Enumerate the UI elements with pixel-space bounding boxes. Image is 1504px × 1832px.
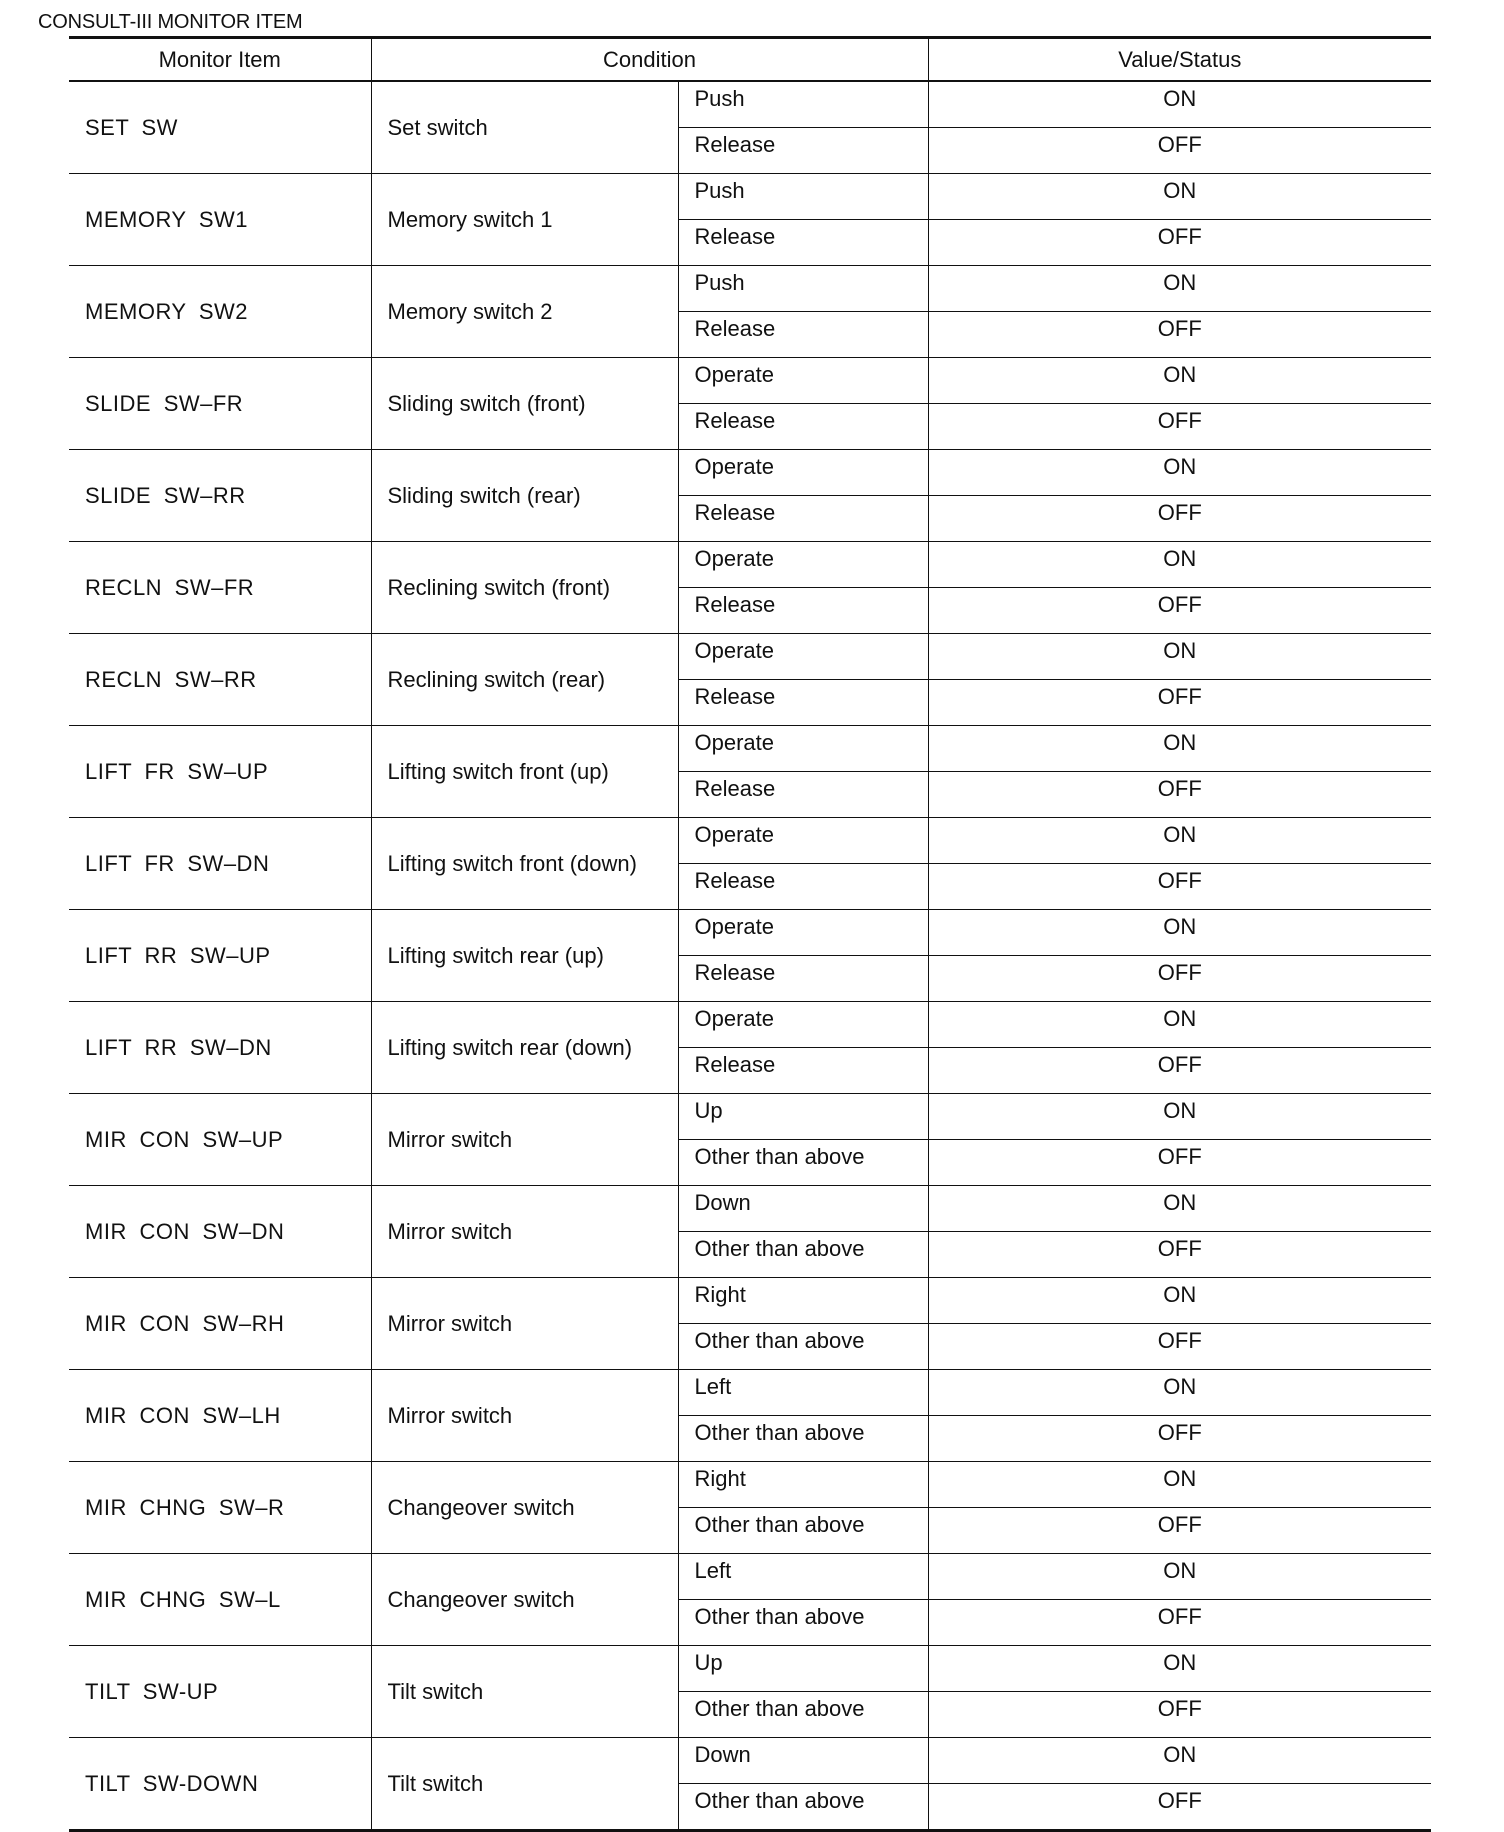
page-title: CONSULT-III MONITOR ITEM	[38, 11, 303, 33]
monitor-item-cell: SLIDE SW–FR	[69, 358, 371, 450]
sub-condition-cell: Other than above	[678, 1600, 928, 1646]
sub-condition-cell: Other than above	[678, 1232, 928, 1278]
value-status-cell: ON	[928, 266, 1431, 312]
sub-condition-cell: Operate	[678, 358, 928, 404]
table-row	[69, 358, 1431, 404]
value-status-cell: ON	[928, 1370, 1431, 1416]
sub-condition-cell: Release	[678, 312, 928, 358]
sub-condition-cell: Left	[678, 1554, 928, 1600]
value-status-cell: ON	[928, 726, 1431, 772]
table-row	[69, 1278, 1431, 1324]
table-row	[69, 726, 1431, 772]
sub-condition-cell: Release	[678, 128, 928, 174]
value-status-cell: ON	[928, 910, 1431, 956]
value-status-cell: OFF	[928, 1140, 1431, 1186]
monitor-item-cell: LIFT FR SW–DN	[69, 818, 371, 910]
monitor-item-cell: LIFT FR SW–UP	[69, 726, 371, 818]
table-row	[69, 1002, 1431, 1048]
monitor-item-cell: SET SW	[69, 81, 371, 174]
value-status-cell: ON	[928, 1094, 1431, 1140]
sub-condition-cell: Other than above	[678, 1324, 928, 1370]
value-status-cell: ON	[928, 1462, 1431, 1508]
value-status-cell: ON	[928, 1278, 1431, 1324]
value-status-cell: OFF	[928, 956, 1431, 1002]
sub-condition-cell: Down	[678, 1186, 928, 1232]
condition-cell: Reclining switch (front)	[371, 542, 678, 634]
condition-cell: Changeover switch	[371, 1462, 678, 1554]
sub-condition-cell: Release	[678, 496, 928, 542]
monitor-item-cell: LIFT RR SW–DN	[69, 1002, 371, 1094]
condition-cell: Reclining switch (rear)	[371, 634, 678, 726]
value-status-cell: ON	[928, 1186, 1431, 1232]
table-row	[69, 1646, 1431, 1692]
value-status-cell: OFF	[928, 588, 1431, 634]
header-value-status: Value/Status	[928, 38, 1431, 82]
monitor-item-cell: MIR CON SW–RH	[69, 1278, 371, 1370]
sub-condition-cell: Release	[678, 864, 928, 910]
sub-condition-cell: Operate	[678, 542, 928, 588]
table-row	[69, 1094, 1431, 1140]
value-status-cell: OFF	[928, 680, 1431, 726]
header-monitor-item: Monitor Item	[69, 38, 371, 82]
sub-condition-cell: Right	[678, 1462, 928, 1508]
value-status-cell: OFF	[928, 496, 1431, 542]
sub-condition-cell: Other than above	[678, 1508, 928, 1554]
table-row	[69, 634, 1431, 680]
condition-cell: Sliding switch (rear)	[371, 450, 678, 542]
value-status-cell: OFF	[928, 1692, 1431, 1738]
value-status-cell: OFF	[928, 1416, 1431, 1462]
condition-cell: Tilt switch	[371, 1646, 678, 1738]
value-status-cell: OFF	[928, 312, 1431, 358]
value-status-cell: OFF	[928, 404, 1431, 450]
sub-condition-cell: Release	[678, 404, 928, 450]
table-row	[69, 1554, 1431, 1600]
header-condition: Condition	[371, 38, 928, 82]
monitor-item-table	[69, 36, 1431, 1832]
table-row	[69, 174, 1431, 220]
condition-cell: Mirror switch	[371, 1278, 678, 1370]
monitor-item-cell: SLIDE SW–RR	[69, 450, 371, 542]
monitor-item-cell: MIR CON SW–UP	[69, 1094, 371, 1186]
value-status-cell: ON	[928, 1738, 1431, 1784]
table-row	[69, 910, 1431, 956]
monitor-item-cell: MIR CON SW–LH	[69, 1370, 371, 1462]
header-row	[69, 38, 1431, 82]
value-status-cell: OFF	[928, 1600, 1431, 1646]
value-status-cell: OFF	[928, 1048, 1431, 1094]
value-status-cell: OFF	[928, 1324, 1431, 1370]
table-header	[69, 38, 1431, 82]
sub-condition-cell: Release	[678, 588, 928, 634]
sub-condition-cell: Release	[678, 772, 928, 818]
monitor-item-cell: RECLN SW–FR	[69, 542, 371, 634]
condition-cell: Lifting switch front (up)	[371, 726, 678, 818]
monitor-item-cell: MEMORY SW2	[69, 266, 371, 358]
sub-condition-cell: Other than above	[678, 1140, 928, 1186]
condition-cell: Set switch	[371, 81, 678, 174]
value-status-cell: ON	[928, 542, 1431, 588]
condition-cell: Lifting switch rear (up)	[371, 910, 678, 1002]
condition-cell: Lifting switch front (down)	[371, 818, 678, 910]
value-status-cell: ON	[928, 358, 1431, 404]
table-row	[69, 818, 1431, 864]
monitor-item-cell: MIR CHNG SW–R	[69, 1462, 371, 1554]
condition-cell: Memory switch 2	[371, 266, 678, 358]
sub-condition-cell: Other than above	[678, 1416, 928, 1462]
sub-condition-cell: Operate	[678, 910, 928, 956]
value-status-cell: OFF	[928, 864, 1431, 910]
sub-condition-cell: Up	[678, 1646, 928, 1692]
sub-condition-cell: Release	[678, 220, 928, 266]
value-status-cell: ON	[928, 634, 1431, 680]
value-status-cell: ON	[928, 818, 1431, 864]
condition-cell: Lifting switch rear (down)	[371, 1002, 678, 1094]
condition-cell: Changeover switch	[371, 1554, 678, 1646]
sub-condition-cell: Left	[678, 1370, 928, 1416]
value-status-cell: OFF	[928, 1784, 1431, 1831]
sub-condition-cell: Right	[678, 1278, 928, 1324]
sub-condition-cell: Operate	[678, 1002, 928, 1048]
sub-condition-cell: Down	[678, 1738, 928, 1784]
value-status-cell: ON	[928, 174, 1431, 220]
table-row	[69, 542, 1431, 588]
value-status-cell: OFF	[928, 128, 1431, 174]
sub-condition-cell: Other than above	[678, 1692, 928, 1738]
sub-condition-cell: Release	[678, 680, 928, 726]
sub-condition-cell: Release	[678, 1048, 928, 1094]
table-row	[69, 1186, 1431, 1232]
monitor-item-cell: TILT SW-DOWN	[69, 1738, 371, 1831]
value-status-cell: OFF	[928, 772, 1431, 818]
table-row	[69, 1462, 1431, 1508]
value-status-cell: ON	[928, 450, 1431, 496]
sub-condition-cell: Operate	[678, 450, 928, 496]
condition-cell: Mirror switch	[371, 1186, 678, 1278]
monitor-item-cell: MIR CON SW–DN	[69, 1186, 371, 1278]
table-row	[69, 81, 1431, 128]
sub-condition-cell: Other than above	[678, 1784, 928, 1831]
monitor-item-cell: TILT SW-UP	[69, 1646, 371, 1738]
value-status-cell: OFF	[928, 220, 1431, 266]
value-status-cell: ON	[928, 1646, 1431, 1692]
value-status-cell: ON	[928, 1554, 1431, 1600]
sub-condition-cell: Up	[678, 1094, 928, 1140]
sub-condition-cell: Push	[678, 266, 928, 312]
condition-cell: Mirror switch	[371, 1370, 678, 1462]
sub-condition-cell: Operate	[678, 818, 928, 864]
value-status-cell: ON	[928, 1002, 1431, 1048]
condition-cell: Sliding switch (front)	[371, 358, 678, 450]
value-status-cell: ON	[928, 81, 1431, 128]
condition-cell: Tilt switch	[371, 1738, 678, 1831]
monitor-item-cell: LIFT RR SW–UP	[69, 910, 371, 1002]
table-body	[69, 81, 1431, 1831]
value-status-cell: OFF	[928, 1508, 1431, 1554]
monitor-item-cell: RECLN SW–RR	[69, 634, 371, 726]
value-status-cell: OFF	[928, 1232, 1431, 1278]
sub-condition-cell: Push	[678, 174, 928, 220]
table-row	[69, 1370, 1431, 1416]
condition-cell: Memory switch 1	[371, 174, 678, 266]
table-row	[69, 1738, 1431, 1784]
monitor-item-cell: MEMORY SW1	[69, 174, 371, 266]
sub-condition-cell: Operate	[678, 634, 928, 680]
table-row	[69, 266, 1431, 312]
sub-condition-cell: Operate	[678, 726, 928, 772]
monitor-item-cell: MIR CHNG SW–L	[69, 1554, 371, 1646]
sub-condition-cell: Push	[678, 81, 928, 128]
sub-condition-cell: Release	[678, 956, 928, 1002]
condition-cell: Mirror switch	[371, 1094, 678, 1186]
table-row	[69, 450, 1431, 496]
